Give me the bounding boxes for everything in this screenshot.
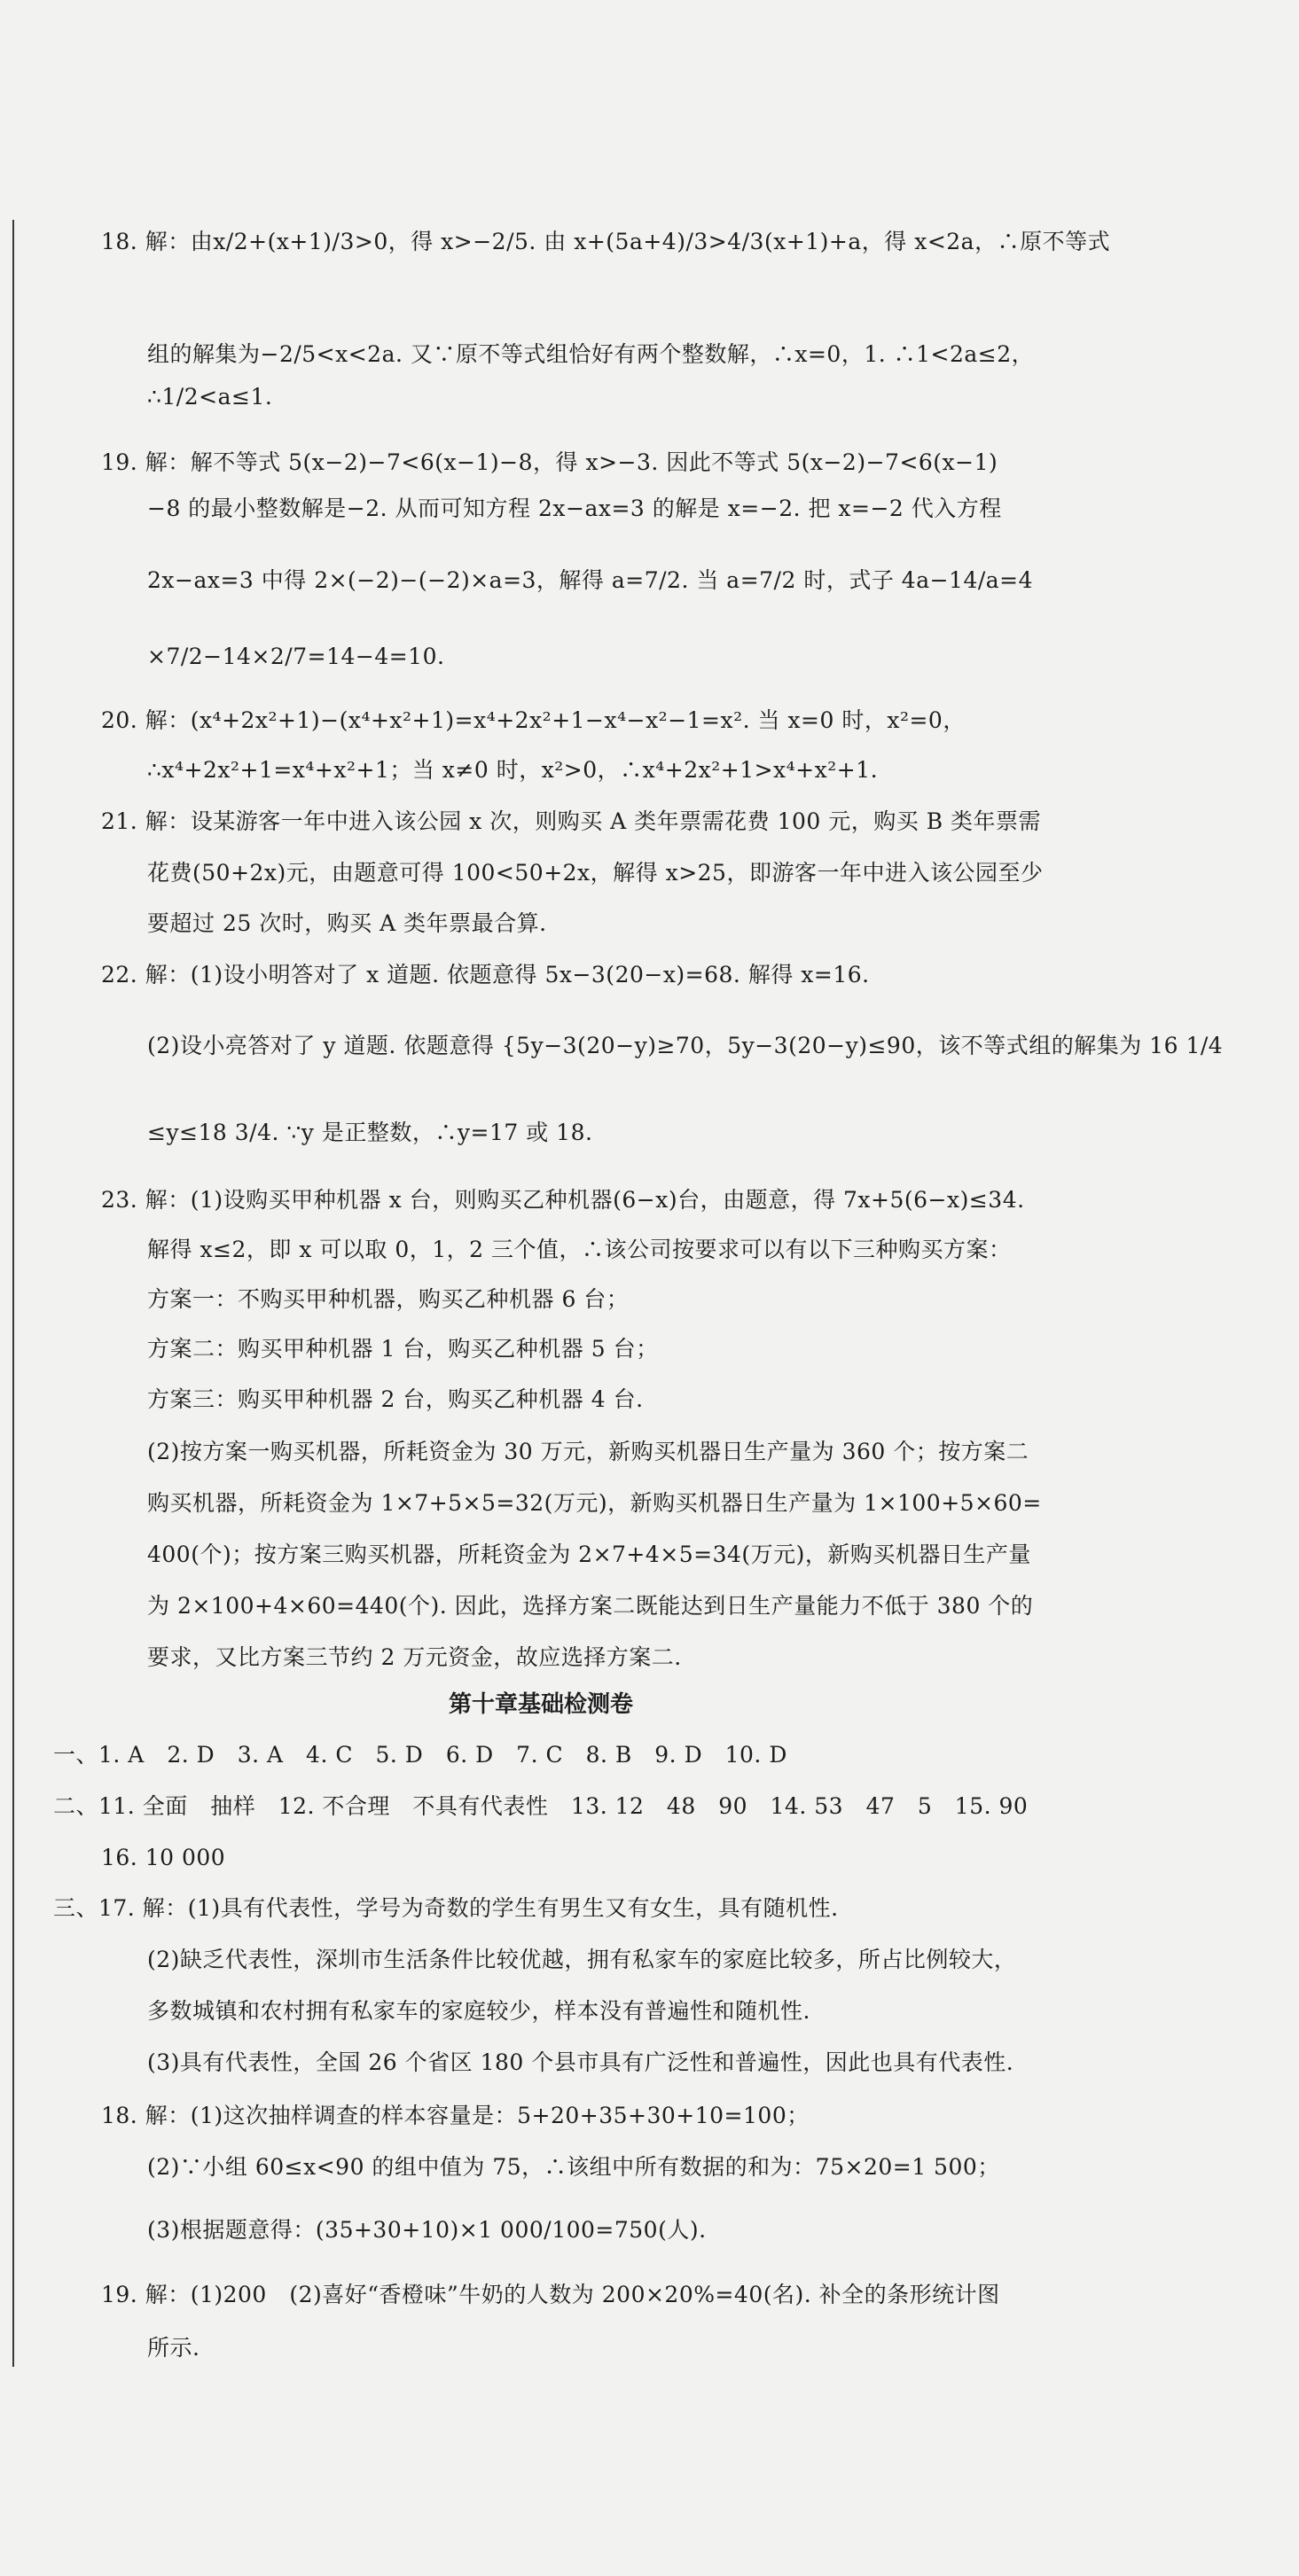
text-line: 2x−ax=3 中得 2×(−2)−(−2)×a=3，解得 a=7/2. 当 a=7/2 时，式子 4a−14/a=4 xyxy=(147,567,1034,593)
text-line: ∴1/2<a≤1. xyxy=(147,384,273,410)
text-line: 22. 解：(1)设小明答对了 x 道题. 依题意得 5x−3(20−x)=68. 解得 x=16. xyxy=(101,962,870,987)
text-line: 方案一：不购买甲种机器，购买乙种机器 6 台； xyxy=(147,1286,630,1312)
margin-rule xyxy=(12,220,14,2367)
text-line: ×7/2−14×2/7=14−4=10. xyxy=(147,644,445,669)
text-line: −8 的最小整数解是−2. 从而可知方程 2x−ax=3 的解是 x=−2. 把 x=−2 代入方程 xyxy=(147,496,1002,521)
text-line: 二、11. 全面 抽样 12. 不合理 不具有代表性 13. 12 48 90 14. 53 47 5 15. 90 xyxy=(53,1793,1029,1819)
text-line: (2)设小亮答对了 y 道题. 依题意得 {5y−3(20−y)≥70，5y−3(20−y)≤90，该不等式组的解集为 16 1/4 xyxy=(147,1033,1224,1058)
text-line: 19. 解：解不等式 5(x−2)−7<6(x−1)−8，得 x>−3. 因此不等式 5(x−2)−7<6(x−1) xyxy=(101,449,998,475)
text-line: 要超过 25 次时，购买 A 类年票最合算. xyxy=(147,910,547,936)
text-line: (3)具有代表性，全国 26 个省区 180 个县市具有广泛性和普遍性，因此也具有代表性. xyxy=(147,2049,1014,2075)
text-line: 18. 解：(1)这次抽样调查的样本容量是：5+20+35+30+10=100； xyxy=(101,2103,810,2128)
text-line: 方案二：购买甲种机器 1 台，购买乙种机器 5 台； xyxy=(147,1336,659,1362)
text-line: ∴x⁴+2x²+1=x⁴+x²+1；当 x≠0 时，x²>0，∴x⁴+2x²+1>x⁴+x²+1. xyxy=(147,757,879,783)
text-line: (2)∵小组 60≤x<90 的组中值为 75，∴该组中所有数据的和为：75×20=1 500； xyxy=(147,2154,1000,2180)
text-line: 花费(50+2x)元，由题意可得 100<50+2x，解得 x>25，即游客一年中进入该公园至少 xyxy=(147,860,1044,886)
text-line: (2)按方案一购买机器，所耗资金为 30 万元，新购买机器日生产量为 360 个；按方案二 xyxy=(147,1439,1029,1464)
text-line: 组的解集为−2/5<x<2a. 又∵原不等式组恰好有两个整数解，∴x=0，1. ∴1<2a≤2， xyxy=(147,341,1035,367)
text-line: 21. 解：设某游客一年中进入该公园 x 次，则购买 A 类年票需花费 100 元，购买 B 类年票需 xyxy=(101,808,1042,834)
text-line: 18. 解：由x/2+(x+1)/3>0，得 x>−2/5. 由 x+(5a+4)/3>4/3(x+1)+a，得 x<2a，∴原不等式 xyxy=(101,229,1111,254)
text-line: 400(个)；按方案三购买机器，所耗资金为 2×7+4×5=34(万元)，新购买机器日生产量 xyxy=(147,1542,1031,1567)
text-line: 20. 解：(x⁴+2x²+1)−(x⁴+x²+1)=x⁴+2x²+1−x⁴−x²−1=x². 当 x=0 时，x²=0， xyxy=(101,707,966,733)
text-line: 多数城镇和农村拥有私家车的家庭较少，样本没有普遍性和随机性. xyxy=(147,1998,810,2024)
text-line: ≤y≤18 3/4. ∵y 是正整数，∴y=17 或 18. xyxy=(147,1120,593,1145)
text-line: 一、1. A 2. D 3. A 4. C 5. D 6. D 7. C 8. B 9. D 10. D xyxy=(53,1742,787,1768)
text-line: 要求，又比方案三节约 2 万元资金，故应选择方案二. xyxy=(147,1644,682,1670)
text-line: 19. 解：(1)200 (2)喜好“香橙味”牛奶的人数为 200×20%=40(名). 补全的条形统计图 xyxy=(101,2282,1000,2307)
text-line: 方案三：购买甲种机器 2 台，购买乙种机器 4 台. xyxy=(147,1386,644,1412)
text-line: 解得 x≤2，即 x 可以取 0，1，2 三个值，∴该公司按要求可以有以下三种购买方案： xyxy=(147,1237,1012,1262)
text-line: (2)缺乏代表性，深圳市生活条件比较优越，拥有私家车的家庭比较多，所占比例较大， xyxy=(147,1947,1017,1972)
text-line: 三、17. 解：(1)具有代表性，学号为奇数的学生有男生又有女生，具有随机性. xyxy=(53,1895,839,1921)
text-line: (3)根据题意得：(35+30+10)×1 000/100=750(人). xyxy=(147,2217,707,2243)
text-line: 购买机器，所耗资金为 1×7+5×5=32(万元)，新购买机器日生产量为 1×100+5×60= xyxy=(147,1490,1042,1516)
text-line: 所示. xyxy=(147,2335,200,2361)
text-line: 16. 10 000 xyxy=(101,1845,226,1870)
text-line: 23. 解：(1)设购买甲种机器 x 台，则购买乙种机器(6−x)台，由题意，得 7x+5(6−x)≤34. xyxy=(101,1187,1025,1213)
text-line: 为 2×100+4×60=440(个). 因此，选择方案二既能达到日生产量能力不低于 380 个的 xyxy=(147,1593,1034,1619)
section-title: 第十章基础检测卷 xyxy=(449,1691,634,1718)
